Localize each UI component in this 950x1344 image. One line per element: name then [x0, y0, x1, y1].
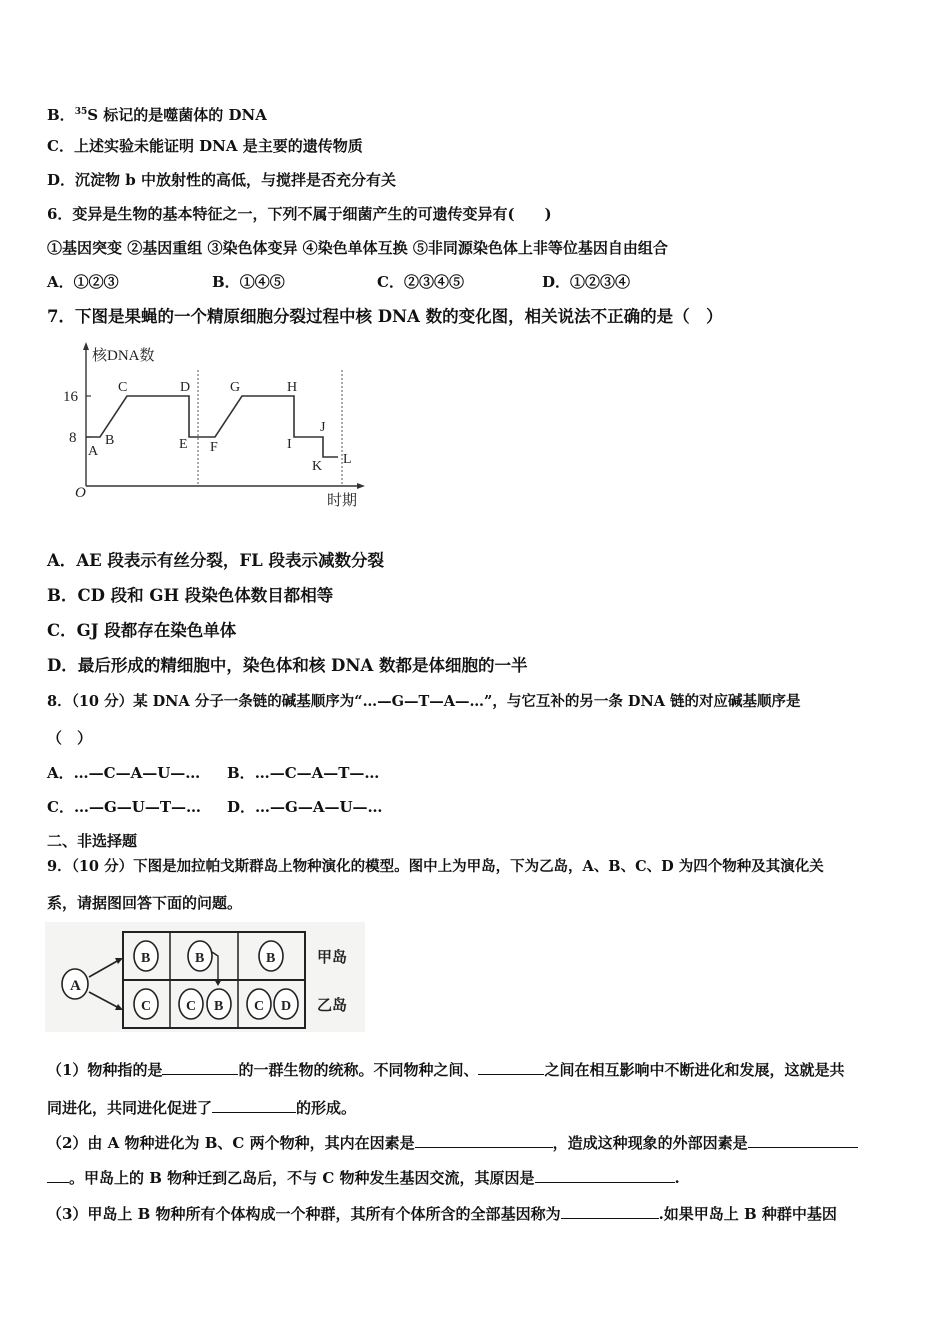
text-segment: 之间在相互影响中不断进化和发展，这就是共 [544, 1061, 845, 1079]
q9-stem-line2: 系，请据图回答下面的问题。 [47, 894, 243, 912]
point-e: E [179, 437, 188, 452]
section-heading: 二、非选择题 [47, 832, 138, 850]
option-label: C． [47, 798, 74, 816]
option-label: D． [542, 273, 571, 291]
option-label: B． [47, 106, 75, 124]
option-label: B． [227, 764, 255, 782]
text-segment: （3）甲岛上 B 物种所有个体构成一个种群，其所有个体所含的全部基因称为 [47, 1205, 561, 1223]
answer-blank[interactable] [561, 1204, 659, 1219]
island-label-top: 甲岛 [317, 950, 348, 966]
text-segment: ，造成这种现象的外部因素是 [552, 1134, 748, 1152]
option-label: C． [47, 137, 74, 155]
option-text: ①②③④ [570, 273, 631, 291]
diagram-svg [45, 922, 365, 1032]
option-label: C． [377, 273, 404, 291]
option-label: D． [47, 656, 78, 675]
answer-blank[interactable] [415, 1133, 553, 1148]
text-segment: . [674, 1169, 680, 1187]
y-tick-16: 16 [63, 389, 78, 405]
svg-text:A: A [70, 978, 81, 994]
svg-text:D: D [281, 999, 292, 1014]
q5-option-b [47, 102, 267, 125]
option-label: B． [212, 273, 240, 291]
option-label: A． [47, 551, 77, 570]
y-axis-arrow-icon [83, 342, 89, 350]
text-segment: 的一群生物的统称。不同物种之间、 [238, 1061, 479, 1079]
x-axis-arrow-icon [357, 483, 365, 489]
svg-text:C: C [186, 999, 197, 1014]
answer-blank[interactable] [162, 1060, 238, 1075]
point-g: G [230, 380, 241, 395]
y-axis-label: 核DNA数 [92, 348, 155, 364]
point-a: A [88, 444, 99, 459]
option-text: ①④⑤ [239, 273, 285, 291]
text-segment: （1）物种指的是 [47, 1061, 163, 1079]
option-text: ②③④⑤ [403, 273, 464, 291]
q6-option-d [542, 272, 630, 292]
option-text: CD 段和 GH 段染色体数目都相等 [77, 586, 334, 605]
q7-option-c [47, 621, 236, 641]
q7-option-a [47, 551, 384, 571]
q8-paren: （ ） [47, 729, 93, 747]
q8-option-b [227, 763, 379, 783]
answer-blank[interactable] [535, 1168, 675, 1183]
q6-options [47, 272, 630, 292]
option-label: A． [47, 764, 74, 782]
point-h: H [287, 380, 298, 395]
point-c: C [118, 380, 128, 395]
migration-arrow [212, 952, 218, 982]
q5-option-c [47, 136, 363, 156]
point-k: K [312, 459, 323, 474]
option-text: …—C—A—U—… [73, 764, 201, 782]
q6-option-a [47, 272, 212, 292]
q9-sub2-line1 [47, 1133, 858, 1153]
point-d: D [180, 380, 191, 395]
point-l: L [343, 452, 352, 467]
option-label: D． [227, 798, 256, 816]
q7-option-d [47, 656, 528, 676]
answer-blank[interactable] [478, 1060, 544, 1075]
option-text: 最后形成的精细胞中，染色体和核 DNA 数都是体细胞的一半 [77, 656, 528, 675]
q7-option-b [47, 586, 333, 606]
island-label-bottom: 乙岛 [317, 998, 348, 1014]
x-axis-label: 时期 [327, 493, 358, 509]
q9-stem-line1: 9．（10 分）下图是加拉帕戈斯群岛上物种演化的模型。图中上为甲岛，下为乙岛，A、B、C、D 为四个物种及其演化关 [47, 858, 824, 875]
svg-text:C: C [254, 999, 265, 1014]
q8-option-a [47, 763, 227, 783]
option-label: B． [47, 586, 78, 605]
text-segment: 。甲岛上的 B 物种迁到乙岛后，不与 C 物种发生基因交流，其原因是 [69, 1169, 535, 1187]
q6-stem: 6．变异是生物的基本特征之一，下列不属于细菌产生的可遗传变异有( ) [47, 205, 552, 223]
option-text: …—G—A—U—… [255, 798, 383, 816]
option-text: 沉淀物 b 中放射性的高低，与搅拌是否充分有关 [75, 171, 396, 189]
option-label: D． [47, 171, 76, 189]
isotope-superscript: 35 [74, 107, 88, 117]
answer-blank[interactable] [212, 1098, 296, 1113]
option-label: A． [47, 273, 74, 291]
q8-option-c [47, 797, 227, 817]
q5-option-d [47, 170, 396, 190]
answer-blank[interactable] [748, 1133, 858, 1148]
q6-items: ①基因突变 ②基因重组 ③染色体变异 ④染色单体互换 ⑤非同源染色体上非等位基因自由组合 [47, 239, 668, 257]
q8-options-row1 [47, 763, 379, 783]
point-i: I [287, 437, 292, 452]
option-text: …—G—U—T—… [73, 798, 202, 816]
svg-text:B: B [195, 951, 205, 966]
origin-label: O [75, 485, 86, 501]
svg-text:B: B [266, 951, 276, 966]
option-text: ①②③ [73, 273, 119, 291]
y-tick-8: 8 [69, 430, 77, 446]
option-text: GJ 段都存在染色单体 [76, 621, 237, 640]
q6-option-b [212, 272, 377, 292]
q8-options-row2 [47, 797, 383, 817]
svg-text:C: C [141, 999, 152, 1014]
q8-stem: 8．（10 分）某 DNA 分子一条链的碱基顺序为“…—G—T—A—…”，与它互补的另一条 DNA 链的对应碱基顺序是 [47, 693, 801, 710]
q9-sub1-line2 [47, 1098, 356, 1118]
q6-option-c [377, 272, 542, 292]
q7-stem: 7．下图是果蝇的一个精原细胞分裂过程中核 DNA 数的变化图，相关说法不正确的是（ ） [47, 307, 723, 326]
point-f: F [210, 440, 218, 455]
answer-blank-continued[interactable] [47, 1168, 69, 1183]
option-text: …—C—A—T—… [254, 764, 380, 782]
point-j: J [320, 420, 326, 435]
dna-content-chart [55, 340, 375, 510]
q9-sub3-line1 [47, 1204, 837, 1224]
text-segment: .如果甲岛上 B 种群中基因 [658, 1205, 837, 1223]
evolution-diagram [45, 922, 365, 1032]
option-text: S 标记的是噬菌体的 DNA [87, 106, 267, 124]
migration-arrowhead-icon [214, 979, 222, 986]
svg-text:B: B [141, 951, 151, 966]
q9-sub1-line1 [47, 1060, 844, 1080]
option-label: C． [47, 621, 77, 640]
option-text: AE 段表示有丝分裂，FL 段表示减数分裂 [76, 551, 384, 570]
text-segment: 同进化，共同进化促进了 [47, 1099, 213, 1117]
q8-option-d [227, 797, 383, 817]
option-text: 上述实验未能证明 DNA 是主要的遗传物质 [73, 137, 363, 155]
q9-sub2-line2 [47, 1168, 680, 1188]
svg-text:B: B [214, 999, 224, 1014]
point-b: B [105, 433, 115, 448]
text-segment: （2）由 A 物种进化为 B、C 两个物种，其内在因素是 [47, 1134, 415, 1152]
text-segment: 的形成。 [296, 1099, 357, 1117]
chart-svg [55, 340, 375, 510]
